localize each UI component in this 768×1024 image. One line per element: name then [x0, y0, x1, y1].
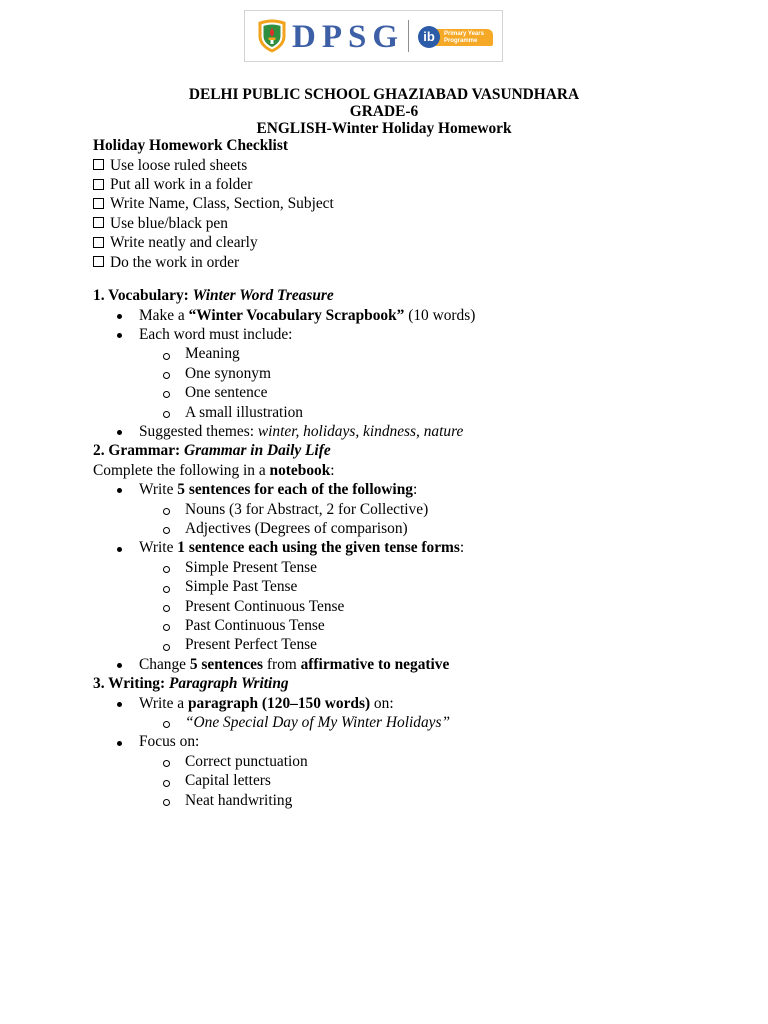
- bold-text: 5 sentences for each of the following: [177, 481, 413, 499]
- school-logo: [244, 10, 503, 62]
- checklist-item: [93, 194, 733, 213]
- dpsg-wordmark: DPSG: [292, 19, 405, 55]
- sub-bullet-text: A small illustration: [185, 403, 303, 421]
- intro-text: :: [330, 461, 335, 479]
- section-heading-vocabulary: [93, 286, 733, 305]
- bullet-text: Each word must include:: [139, 325, 293, 343]
- sub-bullet-icon: [163, 508, 170, 515]
- checkbox-icon: [93, 159, 104, 170]
- sub-bullet-item: [93, 771, 733, 790]
- section-title: Winter Word Treasure: [192, 287, 334, 305]
- intro-text: Complete the following in a: [93, 461, 270, 479]
- checkbox-icon: [93, 256, 104, 267]
- checklist-item-text: Use loose ruled sheets: [110, 156, 248, 174]
- sub-bullet-text: Nouns (3 for Abstract, 2 for Collective): [185, 500, 429, 518]
- bullet-item: [93, 306, 733, 325]
- sub-bullet-item: [93, 383, 733, 402]
- school-crest-icon: [258, 19, 286, 53]
- sub-bullet-text: Capital letters: [185, 772, 271, 790]
- bullet-icon: [117, 547, 122, 552]
- bullet-text: Focus on:: [139, 733, 200, 751]
- bullet-icon: [117, 430, 122, 435]
- section-title: Grammar in Daily Life: [184, 442, 331, 460]
- sub-bullet-item: [93, 752, 733, 771]
- section-number-label: 1. Vocabulary:: [93, 287, 193, 305]
- sub-bullet-icon: [163, 644, 170, 651]
- sub-bullet-icon: [163, 780, 170, 787]
- bullet-text: Make a: [139, 306, 189, 324]
- school-name: DELHI PUBLIC SCHOOL GHAZIABAD VASUNDHARA: [188, 86, 580, 104]
- ib-logo-icon: [418, 26, 440, 48]
- ib-logo-letters: ib: [423, 29, 435, 44]
- sub-bullet-item: [93, 791, 733, 810]
- section-number-label: 3. Writing:: [93, 675, 169, 693]
- bold-text: notebook: [269, 461, 331, 479]
- bullet-item: [93, 732, 733, 751]
- italic-text: winter, holidays, kindness, nature: [257, 422, 464, 440]
- checklist-item: [93, 156, 733, 175]
- bold-text: affirmative to negative: [300, 655, 450, 673]
- crest-lamp-top: [269, 38, 276, 41]
- sub-bullet-icon: [163, 372, 170, 379]
- sub-bullet-icon: [163, 527, 170, 534]
- checklist-item-text: Use blue/black pen: [110, 214, 228, 232]
- checklist-item: [93, 233, 733, 252]
- bullet-icon: [117, 488, 122, 493]
- checkbox-icon: [93, 198, 104, 209]
- sub-bullet-item: [93, 635, 733, 654]
- bullet-item: [93, 538, 733, 557]
- checkbox-icon: [93, 237, 104, 248]
- sub-bullet-icon: [163, 353, 170, 360]
- bold-text: 5 sentences: [189, 655, 263, 673]
- sub-bullet-text: Simple Past Tense: [185, 578, 298, 596]
- checklist-item-text: Put all work in a folder: [110, 175, 253, 193]
- checklist-heading: Holiday Homework Checklist: [93, 137, 288, 155]
- sub-bullet-text: Simple Present Tense: [185, 558, 318, 576]
- bold-text: “Winter Vocabulary Scrapbook”: [188, 306, 405, 324]
- checkbox-icon: [93, 217, 104, 228]
- checklist-item: [93, 175, 733, 194]
- grade-label: GRADE-6: [349, 103, 419, 121]
- sub-bullet-icon: [163, 799, 170, 806]
- sub-bullet-text: One synonym: [185, 364, 271, 382]
- sub-bullet-icon: [163, 760, 170, 767]
- bullet-icon: [117, 314, 122, 319]
- sub-bullet-item: [93, 344, 733, 363]
- checklist-item: [93, 214, 733, 233]
- document-title: ENGLISH-Winter Holiday Homework: [256, 119, 512, 137]
- sub-bullet-item: [93, 364, 733, 383]
- bullet-text: :: [459, 539, 465, 557]
- bullet-text: Change: [139, 655, 190, 673]
- paragraph-topic: “One Special Day of My Winter Holidays”: [185, 714, 451, 732]
- logo-divider: [408, 20, 409, 52]
- sub-bullet-text: Present Continuous Tense: [185, 597, 345, 615]
- sub-bullet-icon: [163, 411, 170, 418]
- blank-line: [93, 272, 733, 286]
- section-number-label: 2. Grammar:: [93, 442, 185, 460]
- bullet-text: :: [412, 481, 418, 499]
- sub-bullet-item: [93, 616, 733, 635]
- bullet-text: from: [262, 655, 301, 673]
- sub-bullet-item: [93, 577, 733, 596]
- bullet-text: on:: [370, 694, 394, 712]
- sub-bullet-text: Meaning: [185, 345, 240, 363]
- checklist-item-text: Write neatly and clearly: [110, 234, 258, 252]
- bullet-text: (10 words): [404, 306, 476, 324]
- pyp-banner: [431, 29, 493, 46]
- section-title: Paragraph Writing: [168, 675, 289, 693]
- sub-bullet-text: Correct punctuation: [185, 752, 308, 770]
- sub-bullet-icon: [163, 624, 170, 631]
- sub-bullet-text: Adjectives (Degrees of comparison): [185, 520, 408, 537]
- section-heading-grammar: [93, 441, 733, 460]
- bullet-text: Suggested themes:: [139, 422, 258, 440]
- document-header: [0, 87, 768, 137]
- bullet-item: [93, 422, 733, 441]
- bullet-text: Write: [139, 539, 178, 557]
- sub-bullet-item: [93, 500, 733, 519]
- sub-bullet-item: [93, 519, 733, 538]
- sub-bullet-text: One sentence: [185, 384, 268, 402]
- document-body: [93, 136, 733, 810]
- sub-bullet-icon: [163, 391, 170, 398]
- sub-bullet-icon: [163, 586, 170, 593]
- sub-bullet-item: [93, 597, 733, 616]
- bullet-icon: [117, 333, 122, 338]
- bullet-item: [93, 694, 733, 713]
- section-intro: [93, 461, 733, 480]
- checklist-item-text: Write Name, Class, Section, Subject: [110, 195, 334, 213]
- checkbox-icon: [93, 179, 104, 190]
- bullet-text: Write a: [139, 694, 188, 712]
- bullet-item: [93, 655, 733, 674]
- bullet-item: [93, 325, 733, 344]
- checklist-item: [93, 253, 733, 272]
- sub-bullet-item: [93, 713, 733, 732]
- bullet-icon: [117, 702, 122, 707]
- sub-bullet-item: [93, 403, 733, 422]
- bullet-icon: [117, 663, 122, 668]
- sub-bullet-text: Present Perfect Tense: [185, 636, 317, 654]
- bullet-icon: [117, 741, 122, 746]
- sub-bullet-text: Past Continuous Tense: [185, 617, 325, 635]
- sub-bullet-item: [93, 558, 733, 577]
- bullet-text: Write: [139, 481, 178, 499]
- sub-bullet-text: Neat handwriting: [185, 791, 293, 809]
- pyp-banner-line-1: Primary Years: [444, 30, 484, 37]
- bold-text: paragraph (120–150 words): [187, 694, 371, 712]
- section-heading-writing: [93, 674, 733, 693]
- sub-bullet-icon: [163, 566, 170, 573]
- crest-lamp-base: [271, 40, 274, 44]
- pyp-banner-line-2: Programme: [444, 37, 478, 44]
- sub-bullet-icon: [163, 605, 170, 612]
- sub-bullet-icon: [163, 721, 170, 728]
- bullet-item: [93, 480, 733, 499]
- bold-text: 1 sentence each using the given tense forms: [177, 539, 460, 557]
- checklist-item-text: Do the work in order: [110, 253, 240, 271]
